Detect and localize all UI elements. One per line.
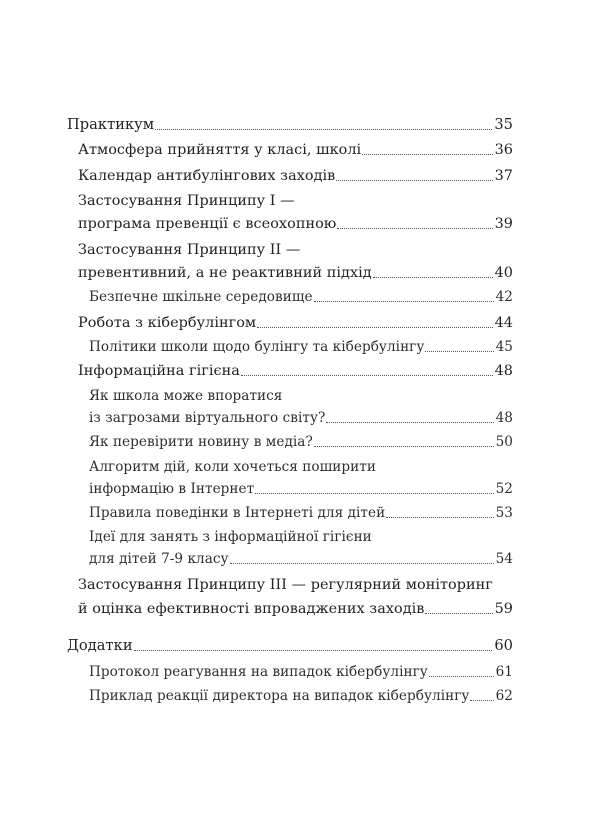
toc-page-number: 48 — [495, 410, 513, 426]
toc-entry-title: Атмосфера прийняття у класі, школі — [78, 142, 362, 158]
toc-subentry-line-2[interactable] — [89, 476, 513, 498]
toc-entry-title: Робота з кібербулінгом — [78, 315, 257, 331]
toc-entry-appendices[interactable] — [67, 633, 513, 655]
toc-entry-title: Застосування Принципу II — — [78, 242, 301, 258]
toc-subentry[interactable] — [89, 429, 513, 451]
toc-entry-line-2[interactable] — [78, 260, 513, 282]
toc-subentry[interactable] — [89, 284, 513, 306]
toc-subentry-line-1[interactable] — [89, 524, 513, 546]
toc-subentry[interactable] — [89, 683, 513, 705]
toc-entry-title: програма превенції є всеохопною — [78, 216, 337, 232]
toc-entry[interactable] — [78, 137, 513, 159]
dot-leader — [230, 563, 494, 564]
toc-page-number: 45 — [495, 339, 513, 355]
dot-leader — [425, 351, 493, 352]
toc-page-number: 53 — [495, 505, 513, 521]
dot-leader — [362, 154, 492, 155]
toc-entry-title: Календар антибулінгових заходів — [78, 168, 336, 184]
toc-entry-line-1[interactable] — [78, 237, 513, 259]
toc-entry-title: із загрозами віртуального світу? — [89, 410, 326, 426]
dot-leader — [337, 228, 492, 229]
toc-page-number: 61 — [495, 664, 513, 680]
toc-page-number: 35 — [494, 116, 513, 133]
dot-leader — [470, 700, 493, 701]
toc-entry-title: Безпечне шкільне середовище — [89, 289, 313, 305]
dot-leader — [425, 613, 492, 614]
toc-subentry-line-1[interactable] — [89, 383, 513, 405]
toc-subentry-line-1[interactable] — [89, 454, 513, 476]
dot-leader — [314, 446, 494, 447]
toc-entry-title: Практикум — [67, 116, 155, 133]
toc-page-number: 52 — [495, 481, 513, 497]
toc-subentry-line-2[interactable] — [89, 546, 513, 568]
toc-entry-title: Політики школи щодо булінгу та кібербулінгу — [89, 339, 425, 355]
dot-leader — [373, 277, 493, 278]
toc-entry-title: превентивний, а не реактивний підхід — [78, 265, 372, 281]
toc-page-number: 40 — [494, 265, 513, 281]
dot-leader — [134, 650, 493, 651]
dot-leader — [257, 327, 492, 328]
toc-entry[interactable] — [78, 163, 513, 185]
toc-page-number: 48 — [494, 363, 513, 379]
toc-page-number: 36 — [494, 142, 513, 158]
dot-leader — [429, 676, 494, 677]
toc-entry-title: Як школа може впоратися — [89, 388, 283, 404]
toc-entry-title: для дітей 7-9 класу — [89, 551, 229, 567]
toc-page-number: 54 — [495, 551, 513, 567]
toc-subentry[interactable] — [89, 500, 513, 522]
dot-leader — [241, 375, 493, 376]
toc-page-number: 44 — [494, 315, 513, 331]
toc-entry-title: Інформаційна гігієна — [78, 363, 240, 379]
toc-page-number: 37 — [494, 168, 513, 184]
toc-entry-line-2[interactable] — [78, 211, 513, 233]
toc-entry-title: Застосування Принципу I — — [78, 193, 295, 209]
toc-subentry-line-2[interactable] — [89, 405, 513, 427]
toc-entry-title: інформацію в Інтернет — [89, 481, 255, 497]
toc-entry-practicum[interactable] — [67, 112, 513, 134]
toc-entry-title: й оцінка ефективності впроваджених заходів — [78, 601, 425, 617]
dot-leader — [336, 180, 492, 181]
toc-entry[interactable] — [78, 310, 513, 332]
toc-entry-title: Ідеї для занять з інформаційної гігієни — [89, 529, 372, 545]
toc-page-number: 50 — [495, 434, 513, 450]
toc-page-number: 42 — [495, 289, 513, 305]
toc-entry-title: Як перевірити новину в медіа? — [89, 434, 313, 450]
toc-subentry[interactable] — [89, 659, 513, 681]
dot-leader — [386, 517, 493, 518]
dot-leader — [326, 422, 493, 423]
toc-entry-line-1[interactable] — [78, 188, 513, 210]
toc-entry-title: Правила поведінки в Інтернеті для дітей — [89, 505, 386, 521]
toc-entry-title: Додатки — [67, 637, 133, 654]
dot-leader — [255, 493, 493, 494]
toc-page-number: 59 — [494, 601, 513, 617]
toc-entry[interactable] — [78, 358, 513, 380]
toc-page-number: 39 — [494, 216, 513, 232]
toc-entry-title: Застосування Принципу III — регулярний моніторинг — [78, 577, 493, 593]
toc-entry-line-2[interactable] — [78, 596, 513, 618]
toc-entry-title: Протокол реагування на випадок кібербулінгу — [89, 664, 428, 680]
toc-subentry[interactable] — [89, 334, 513, 356]
toc-entry-title: Алгоритм дій, коли хочеться поширити — [89, 459, 376, 475]
dot-leader — [155, 129, 492, 130]
toc-entry-line-1[interactable] — [78, 572, 513, 594]
toc-entry-title: Приклад реакції директора на випадок кібербулінгу — [89, 688, 470, 704]
toc-page-number: 62 — [495, 688, 513, 704]
dot-leader — [314, 301, 494, 302]
toc-page-number: 60 — [494, 637, 513, 654]
